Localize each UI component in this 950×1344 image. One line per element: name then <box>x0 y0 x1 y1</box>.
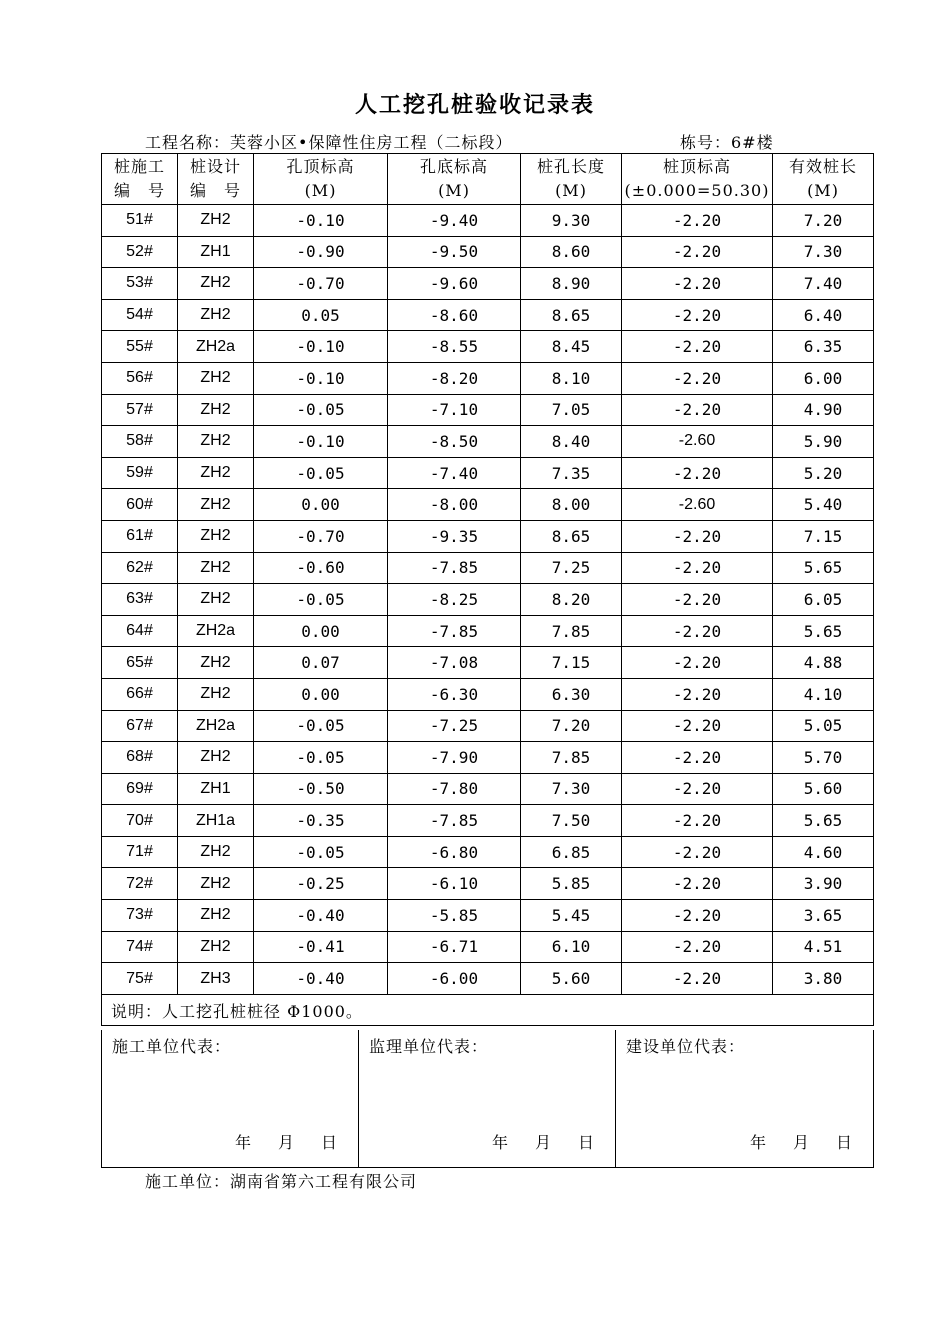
hole-length: 7.15 <box>521 647 622 679</box>
effective-length: 6.40 <box>773 299 874 331</box>
signature-construction <box>102 1030 359 1168</box>
table-row <box>102 931 874 963</box>
pile-design-no: ZH2 <box>178 457 254 489</box>
hole-top-elevation: -0.10 <box>254 362 388 394</box>
hole-length: 8.60 <box>521 236 622 268</box>
pile-construction-no: 74# <box>102 931 178 963</box>
table-row <box>102 647 874 679</box>
hole-bottom-elevation: -7.85 <box>388 615 521 647</box>
hole-bottom-elevation: -8.25 <box>388 584 521 616</box>
hole-top-elevation: -0.05 <box>254 742 388 774</box>
pile-top-elevation: -2.20 <box>622 805 773 837</box>
effective-length: 4.60 <box>773 836 874 868</box>
pile-design-no: ZH2 <box>178 868 254 900</box>
pile-top-elevation: -2.20 <box>622 552 773 584</box>
hole-bottom-elevation: -6.30 <box>388 678 521 710</box>
header-hole-length: 桩孔长度 (M) <box>521 154 622 205</box>
project-name: 工程名称：芙蓉小区•保障性住房工程（二标段） <box>145 133 513 152</box>
effective-length: 7.20 <box>773 205 874 237</box>
effective-length: 7.15 <box>773 520 874 552</box>
pile-top-elevation: -2.20 <box>622 710 773 742</box>
effective-length: 3.80 <box>773 963 874 995</box>
hole-length: 7.35 <box>521 457 622 489</box>
pile-top-elevation: -2.20 <box>622 584 773 616</box>
pile-design-no: ZH2 <box>178 394 254 426</box>
pile-construction-no: 51# <box>102 205 178 237</box>
hole-length: 5.85 <box>521 868 622 900</box>
pile-top-elevation: -2.20 <box>622 457 773 489</box>
pile-construction-no: 57# <box>102 394 178 426</box>
pile-design-no: ZH1 <box>178 773 254 805</box>
hole-length: 5.45 <box>521 900 622 932</box>
pile-design-no: ZH3 <box>178 963 254 995</box>
hole-top-elevation: -0.40 <box>254 900 388 932</box>
table-row <box>102 900 874 932</box>
pile-top-elevation: -2.60 <box>622 426 773 458</box>
hole-top-elevation: -0.05 <box>254 394 388 426</box>
table-row <box>102 236 874 268</box>
pile-construction-no: 69# <box>102 773 178 805</box>
hole-bottom-elevation: -9.35 <box>388 520 521 552</box>
pile-design-no: ZH2a <box>178 710 254 742</box>
hole-top-elevation: -0.41 <box>254 931 388 963</box>
effective-length: 4.10 <box>773 678 874 710</box>
pile-construction-no: 53# <box>102 268 178 300</box>
pile-construction-no: 52# <box>102 236 178 268</box>
hole-length: 9.30 <box>521 205 622 237</box>
effective-length: 6.00 <box>773 362 874 394</box>
pile-design-no: ZH2a <box>178 615 254 647</box>
table-row <box>102 520 874 552</box>
project-info-line <box>145 130 845 153</box>
pile-construction-no: 71# <box>102 836 178 868</box>
hole-top-elevation: -0.25 <box>254 868 388 900</box>
hole-length: 8.20 <box>521 584 622 616</box>
table-row <box>102 489 874 521</box>
hole-bottom-elevation: -8.60 <box>388 299 521 331</box>
pile-top-elevation: -2.20 <box>622 900 773 932</box>
pile-design-no: ZH2 <box>178 205 254 237</box>
pile-design-no: ZH1a <box>178 805 254 837</box>
pile-construction-no: 62# <box>102 552 178 584</box>
hole-length: 6.10 <box>521 931 622 963</box>
pile-design-no: ZH2 <box>178 931 254 963</box>
pile-design-no: ZH2 <box>178 552 254 584</box>
pile-top-elevation: -2.20 <box>622 299 773 331</box>
signature-table <box>101 1030 874 1168</box>
hole-bottom-elevation: -9.50 <box>388 236 521 268</box>
hole-top-elevation: -0.40 <box>254 963 388 995</box>
pile-design-no: ZH2 <box>178 520 254 552</box>
effective-length: 4.51 <box>773 931 874 963</box>
table-row <box>102 584 874 616</box>
hole-bottom-elevation: -7.90 <box>388 742 521 774</box>
hole-bottom-elevation: -7.85 <box>388 805 521 837</box>
table-row <box>102 615 874 647</box>
pile-design-no: ZH2 <box>178 426 254 458</box>
table-row <box>102 678 874 710</box>
pile-top-elevation: -2.20 <box>622 615 773 647</box>
pile-design-no: ZH2 <box>178 836 254 868</box>
pile-design-no: ZH2 <box>178 647 254 679</box>
hole-top-elevation: -0.10 <box>254 205 388 237</box>
header-design-no: 桩设计 编 号 <box>178 154 254 205</box>
hole-bottom-elevation: -9.60 <box>388 268 521 300</box>
pile-design-no: ZH2 <box>178 268 254 300</box>
hole-top-elevation: -0.10 <box>254 426 388 458</box>
pile-construction-no: 55# <box>102 331 178 363</box>
hole-bottom-elevation: -6.10 <box>388 868 521 900</box>
table-row <box>102 205 874 237</box>
effective-length: 3.65 <box>773 900 874 932</box>
pile-construction-no: 73# <box>102 900 178 932</box>
effective-length: 5.65 <box>773 805 874 837</box>
table-row <box>102 394 874 426</box>
hole-length: 7.85 <box>521 742 622 774</box>
table-row <box>102 710 874 742</box>
effective-length: 5.05 <box>773 710 874 742</box>
effective-length: 6.35 <box>773 331 874 363</box>
pile-construction-no: 65# <box>102 647 178 679</box>
construction-company: 施工单位：湖南省第六工程有限公司 <box>145 1172 418 1191</box>
hole-top-elevation: 0.07 <box>254 647 388 679</box>
table-row <box>102 836 874 868</box>
hole-length: 8.10 <box>521 362 622 394</box>
pile-top-elevation: -2.20 <box>622 773 773 805</box>
pile-top-elevation: -2.20 <box>622 362 773 394</box>
pile-top-elevation: -2.20 <box>622 678 773 710</box>
hole-top-elevation: -0.70 <box>254 520 388 552</box>
effective-length: 5.60 <box>773 773 874 805</box>
pile-construction-no: 56# <box>102 362 178 394</box>
effective-length: 5.65 <box>773 615 874 647</box>
effective-length: 6.05 <box>773 584 874 616</box>
header-effective-length: 有效桩长 (M) <box>773 154 874 205</box>
note-text: 说明：人工挖孔桩桩径 Φ1000。 <box>102 994 874 1026</box>
pile-design-no: ZH2 <box>178 678 254 710</box>
pile-top-elevation: -2.20 <box>622 647 773 679</box>
pile-top-elevation: -2.20 <box>622 520 773 552</box>
hole-bottom-elevation: -8.20 <box>388 362 521 394</box>
hole-bottom-elevation: -7.25 <box>388 710 521 742</box>
hole-top-elevation: -0.50 <box>254 773 388 805</box>
hole-bottom-elevation: -5.85 <box>388 900 521 932</box>
pile-top-elevation: -2.60 <box>622 489 773 521</box>
pile-design-no: ZH2 <box>178 362 254 394</box>
hole-top-elevation: -0.90 <box>254 236 388 268</box>
header-hole-top-elevation: 孔顶标高 (M) <box>254 154 388 205</box>
hole-top-elevation: 0.00 <box>254 678 388 710</box>
signature-supervision <box>359 1030 616 1168</box>
hole-length: 8.65 <box>521 520 622 552</box>
table-row <box>102 773 874 805</box>
effective-length: 4.88 <box>773 647 874 679</box>
hole-length: 7.25 <box>521 552 622 584</box>
table-row <box>102 868 874 900</box>
hole-length: 8.65 <box>521 299 622 331</box>
table-row <box>102 426 874 458</box>
pile-construction-no: 68# <box>102 742 178 774</box>
header-construction-no: 桩施工 编 号 <box>102 154 178 205</box>
effective-length: 5.65 <box>773 552 874 584</box>
effective-length: 5.40 <box>773 489 874 521</box>
effective-length: 3.90 <box>773 868 874 900</box>
pile-design-no: ZH2 <box>178 489 254 521</box>
signature-row <box>102 1030 874 1168</box>
hole-length: 7.20 <box>521 710 622 742</box>
header-pile-top-elevation: 桩顶标高 (±0.000=50.30) <box>622 154 773 205</box>
signature-date: 年 月 日 <box>749 1133 853 1152</box>
hole-bottom-elevation: -6.71 <box>388 931 521 963</box>
hole-top-elevation: -0.05 <box>254 457 388 489</box>
hole-top-elevation: -0.10 <box>254 331 388 363</box>
hole-top-elevation: 0.00 <box>254 489 388 521</box>
pile-construction-no: 59# <box>102 457 178 489</box>
pile-construction-no: 72# <box>102 868 178 900</box>
pile-construction-no: 60# <box>102 489 178 521</box>
table-row <box>102 963 874 995</box>
signature-owner <box>616 1030 874 1168</box>
hole-length: 5.60 <box>521 963 622 995</box>
hole-length: 7.30 <box>521 773 622 805</box>
signature-label: 建设单位代表： <box>626 1037 746 1056</box>
table-row <box>102 362 874 394</box>
signature-date: 年 月 日 <box>234 1133 338 1152</box>
effective-length: 5.90 <box>773 426 874 458</box>
note-row <box>102 994 874 1026</box>
pile-top-elevation: -2.20 <box>622 236 773 268</box>
pile-construction-no: 75# <box>102 963 178 995</box>
table-body <box>102 205 874 995</box>
pile-top-elevation: -2.20 <box>622 331 773 363</box>
pile-design-no: ZH2a <box>178 331 254 363</box>
table-header-row <box>102 154 874 205</box>
hole-length: 7.05 <box>521 394 622 426</box>
hole-bottom-elevation: -7.85 <box>388 552 521 584</box>
pile-top-elevation: -2.20 <box>622 742 773 774</box>
table-row <box>102 552 874 584</box>
hole-length: 8.90 <box>521 268 622 300</box>
effective-length: 5.70 <box>773 742 874 774</box>
hole-bottom-elevation: -8.00 <box>388 489 521 521</box>
hole-length: 8.40 <box>521 426 622 458</box>
pile-construction-no: 63# <box>102 584 178 616</box>
effective-length: 5.20 <box>773 457 874 489</box>
hole-bottom-elevation: -9.40 <box>388 205 521 237</box>
pile-top-elevation: -2.20 <box>622 205 773 237</box>
signature-date: 年 月 日 <box>491 1133 595 1152</box>
document-title: 人工挖孔桩验收记录表 <box>354 92 595 118</box>
hole-bottom-elevation: -7.40 <box>388 457 521 489</box>
hole-length: 8.00 <box>521 489 622 521</box>
hole-bottom-elevation: -8.55 <box>388 331 521 363</box>
hole-top-elevation: 0.05 <box>254 299 388 331</box>
hole-top-elevation: -0.05 <box>254 836 388 868</box>
hole-bottom-elevation: -6.80 <box>388 836 521 868</box>
pile-construction-no: 64# <box>102 615 178 647</box>
effective-length: 4.90 <box>773 394 874 426</box>
pile-top-elevation: -2.20 <box>622 836 773 868</box>
pile-top-elevation: -2.20 <box>622 931 773 963</box>
pile-design-no: ZH2 <box>178 742 254 774</box>
hole-bottom-elevation: -6.00 <box>388 963 521 995</box>
pile-inspection-table <box>101 153 874 1026</box>
hole-bottom-elevation: -8.50 <box>388 426 521 458</box>
pile-construction-no: 66# <box>102 678 178 710</box>
building-number: 栋号：6#楼 <box>680 133 774 152</box>
hole-top-elevation: -0.60 <box>254 552 388 584</box>
hole-length: 6.85 <box>521 836 622 868</box>
hole-top-elevation: -0.35 <box>254 805 388 837</box>
hole-length: 8.45 <box>521 331 622 363</box>
effective-length: 7.30 <box>773 236 874 268</box>
table-row <box>102 805 874 837</box>
pile-design-no: ZH1 <box>178 236 254 268</box>
pile-construction-no: 67# <box>102 710 178 742</box>
signature-label: 监理单位代表： <box>369 1037 489 1056</box>
hole-bottom-elevation: -7.10 <box>388 394 521 426</box>
pile-top-elevation: -2.20 <box>622 963 773 995</box>
table-row <box>102 742 874 774</box>
hole-bottom-elevation: -7.08 <box>388 647 521 679</box>
hole-top-elevation: -0.70 <box>254 268 388 300</box>
hole-bottom-elevation: -7.80 <box>388 773 521 805</box>
pile-design-no: ZH2 <box>178 584 254 616</box>
pile-design-no: ZH2 <box>178 299 254 331</box>
pile-top-elevation: -2.20 <box>622 868 773 900</box>
hole-top-elevation: -0.05 <box>254 710 388 742</box>
signature-label: 施工单位代表： <box>112 1037 232 1056</box>
pile-design-no: ZH2 <box>178 900 254 932</box>
effective-length: 7.40 <box>773 268 874 300</box>
table-row <box>102 457 874 489</box>
hole-top-elevation: 0.00 <box>254 615 388 647</box>
table-row <box>102 268 874 300</box>
table-row <box>102 331 874 363</box>
hole-length: 6.30 <box>521 678 622 710</box>
hole-length: 7.50 <box>521 805 622 837</box>
hole-length: 7.85 <box>521 615 622 647</box>
header-hole-bottom-elevation: 孔底标高 (M) <box>388 154 521 205</box>
pile-construction-no: 54# <box>102 299 178 331</box>
pile-construction-no: 58# <box>102 426 178 458</box>
pile-construction-no: 70# <box>102 805 178 837</box>
table-row <box>102 299 874 331</box>
pile-top-elevation: -2.20 <box>622 268 773 300</box>
pile-top-elevation: -2.20 <box>622 394 773 426</box>
hole-top-elevation: -0.05 <box>254 584 388 616</box>
pile-construction-no: 61# <box>102 520 178 552</box>
